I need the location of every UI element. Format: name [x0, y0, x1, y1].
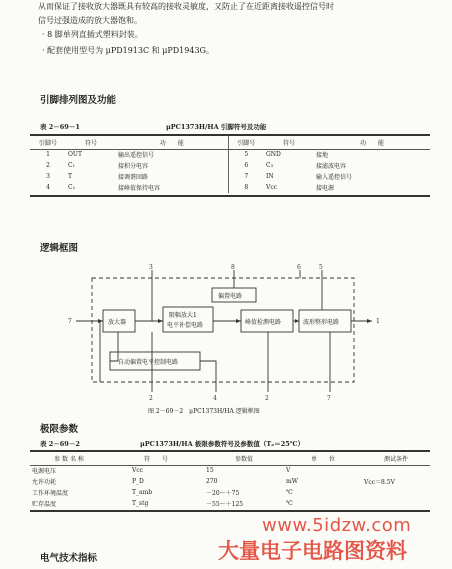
table-row — [30, 498, 430, 509]
limit-header-cell: 参 数 名 称 — [54, 456, 84, 463]
limit-header-cell: 单 位 — [310, 456, 335, 463]
pin-symbol: OUT — [68, 151, 82, 158]
pin-label: 7 — [68, 318, 72, 325]
block-agc-label: 自动偏置电平控制电路 — [118, 359, 179, 366]
watermark-url: www.5idzw.com — [262, 515, 412, 536]
intro-bullet-1: · 8 脚单列直插式塑料封装。 — [42, 30, 143, 39]
param-symbol: T_amb — [132, 489, 153, 496]
pin-number: 4 — [46, 184, 50, 191]
param-name: 贮存温度 — [32, 501, 57, 508]
pin-label: 8 — [231, 264, 235, 271]
pin-label: 4 — [213, 395, 217, 402]
table-row — [30, 160, 430, 171]
pin-number: 8 — [228, 182, 264, 193]
pin-label: 6 — [297, 264, 301, 271]
pin-number: 2 — [46, 162, 50, 169]
param-symbol: T_stg — [132, 500, 149, 507]
limit-table — [30, 452, 430, 509]
wire — [200, 361, 216, 392]
pin-table-number: 表 2－69－1 — [40, 123, 80, 131]
pin-header-cell: 功 能 — [159, 140, 184, 147]
table-row — [30, 465, 430, 476]
pin-header-cell: 符号 — [84, 140, 97, 147]
intro-line-1: 从而保证了接收放大器既具有较高的接收灵敏度，又防止了在近距离接收遥控信号时 — [38, 2, 334, 11]
pin-header-cell: 符号 — [282, 140, 295, 147]
table-row — [30, 149, 430, 160]
limit-table-title: μPC1373H/HA 极限参数符号及参数值（Tₐ＝25℃） — [140, 440, 305, 448]
pin-function: 接电源 — [316, 185, 335, 192]
limit-section-heading: 极限参数 — [40, 424, 79, 435]
limit-table-number: 表 2－69－2 — [40, 440, 80, 448]
block-limiter-label-2: 电平补偿电路 — [167, 322, 204, 329]
pin-function: 接积分电容 — [118, 163, 149, 170]
pin-label: 1 — [376, 318, 380, 325]
pin-number: 3 — [46, 173, 50, 180]
param-symbol: Vcc — [132, 467, 144, 474]
table-row — [30, 171, 430, 182]
param-value: －20～＋75 — [206, 490, 240, 497]
wire — [110, 332, 118, 361]
param-name: 工作环境温度 — [32, 490, 69, 497]
pin-symbol: GND — [266, 151, 281, 158]
pin-label: 2 — [265, 395, 269, 402]
pin-symbol: Vcc — [266, 184, 278, 191]
pin-section-heading: 引脚排列图及功能 — [40, 95, 117, 106]
block-peak-label: 峰值检测电路 — [245, 319, 282, 326]
pin-table-title: μPC1373H/HA 引脚符号及功能 — [166, 123, 267, 131]
pin-function: 接地 — [316, 152, 329, 159]
pin-header-cell: 引脚号 — [38, 140, 57, 147]
param-condition: Vcc＝8.5V — [364, 479, 395, 486]
block-limiter-label: 限幅放大1 — [169, 312, 197, 319]
param-condition — [362, 487, 430, 498]
table-row — [30, 182, 430, 193]
pin-function: 输出遥控信号 — [118, 152, 155, 159]
table-row — [30, 476, 430, 487]
param-value: 15 — [206, 467, 214, 474]
pin-number: 5 — [228, 149, 264, 160]
block-bias-label: 偏置电路 — [218, 293, 243, 300]
param-unit: mW — [286, 478, 298, 485]
pin-function: 输入遥控信号 — [316, 174, 353, 181]
pin-number: 1 — [46, 151, 50, 158]
limit-header-cell: 参数值 — [234, 456, 253, 463]
electrical-heading: 电气技术指标 — [40, 553, 98, 564]
logic-section-heading: 逻辑框图 — [40, 243, 79, 254]
param-name: 电源电压 — [32, 468, 57, 475]
limit-table-header — [30, 452, 430, 465]
watermark-text: 大量电子电路图资料 — [218, 539, 407, 563]
param-unit: ℃ — [286, 489, 293, 496]
pin-number: 7 — [228, 171, 264, 182]
param-condition — [362, 465, 430, 476]
pin-label: 5 — [319, 264, 323, 271]
table-row — [30, 487, 430, 498]
param-value: 270 — [206, 478, 218, 485]
pin-symbol: C₁ — [68, 162, 75, 169]
pin-function: 接滤波电容 — [316, 163, 347, 170]
pin-function: 接峰值保持电容 — [118, 185, 161, 192]
pin-symbol: C₂ — [68, 184, 75, 191]
pin-header-cell: 功 能 — [359, 140, 384, 147]
pin-table — [30, 136, 430, 193]
pin-function: 接调谐回路 — [118, 174, 149, 181]
param-value: －55～＋125 — [206, 501, 244, 508]
pin-label: 7 — [327, 395, 331, 402]
param-condition — [362, 498, 430, 509]
block-shaper-label: 波形整形电路 — [303, 319, 340, 326]
pin-header-cell: 引脚号 — [228, 136, 264, 149]
pin-number: 6 — [228, 160, 264, 171]
pin-symbol: T — [68, 173, 73, 180]
pin-symbol: IN — [266, 173, 274, 180]
pin-label: 3 — [149, 264, 153, 271]
pin-symbol: C₃ — [266, 162, 273, 169]
pin-table-header — [30, 136, 430, 149]
pin-label: 2 — [149, 395, 153, 402]
param-unit: ℃ — [286, 500, 293, 507]
limit-header-cell: 符 号 — [143, 456, 168, 463]
logic-caption: 图 2－69－2 μPC1373H/HA 逻辑框图 — [148, 408, 260, 415]
intro-bullet-2: · 配套使用型号为 μPD1913C 和 μPD1943G。 — [42, 46, 214, 55]
intro-line-2: 信号过强造成的放大器饱和。 — [38, 16, 142, 25]
logic-block-diagram — [0, 262, 452, 402]
param-name: 允许功耗 — [32, 479, 57, 486]
block-amp-label: 放大器 — [108, 319, 127, 326]
param-unit: V — [286, 467, 291, 474]
param-symbol: P_D — [132, 478, 144, 485]
limit-header-cell: 测试条件 — [383, 456, 408, 463]
